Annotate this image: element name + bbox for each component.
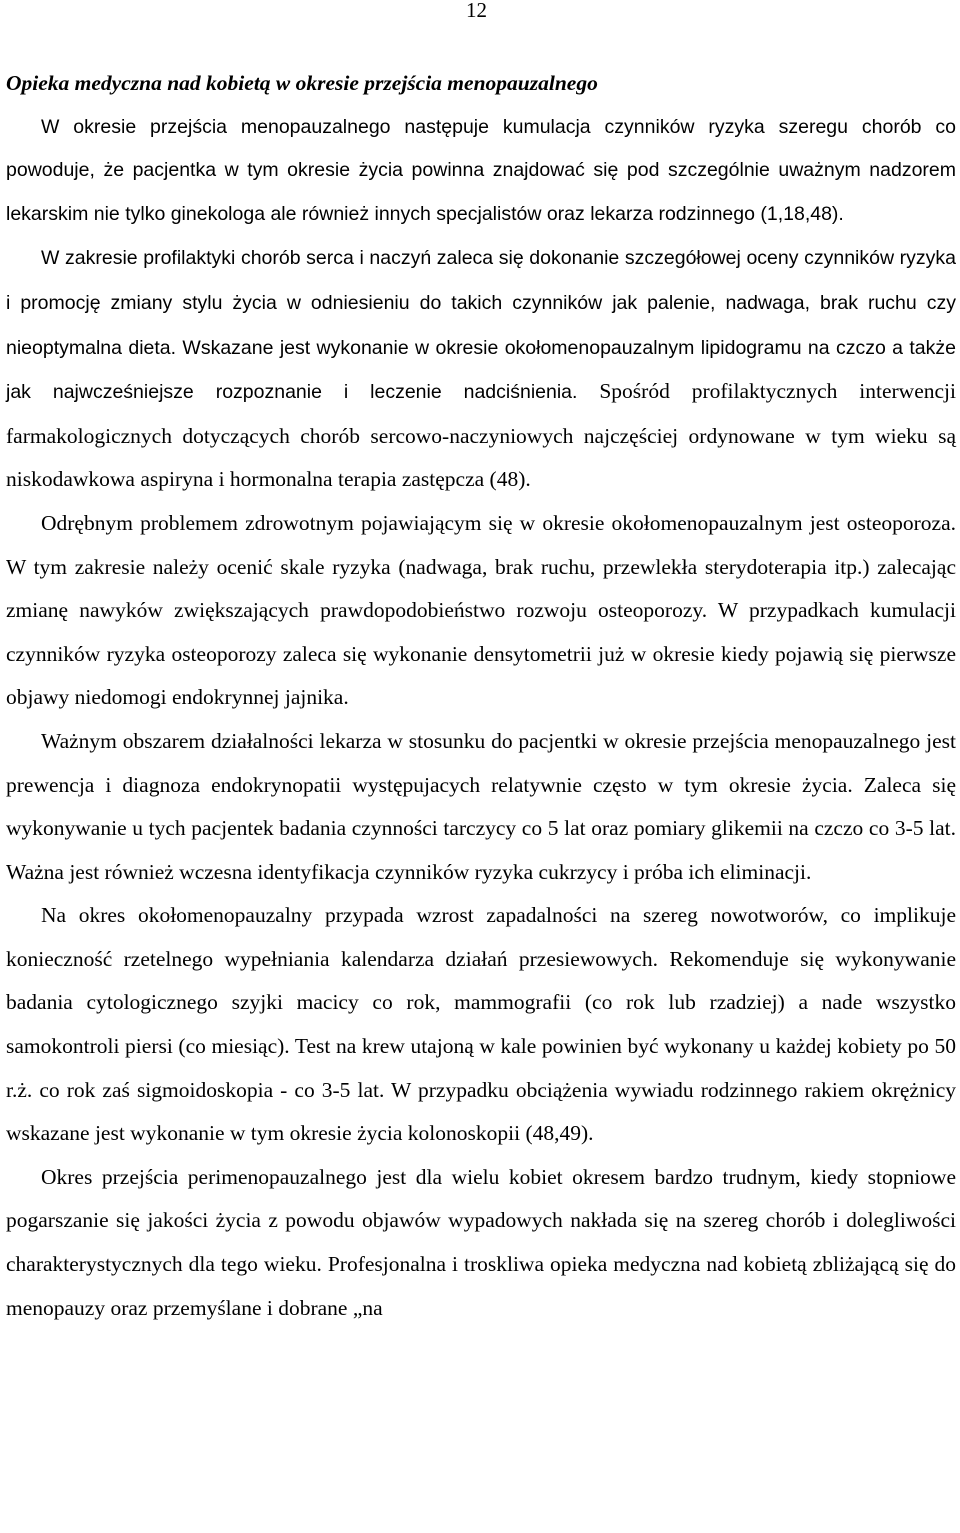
paragraph-osteoporosis: Odrębnym problemem zdrowotnym pojawiającym się w okresie okołomenopauzalnym jest osteoporoza. W tym zakresie należy ocenić skale ryzyka (nadwaga, brak ruchu, przewlekła sterydoterapia itp.) zalecając zmianę nawyków zwiększających prawdopodobieństwo rozwoju osteoporozy. W przypadkach kumulacji czynników ryzyka osteoporozy zaleca się wykonanie densytometrii już w okresie kiedy pojawią się pierwsze objawy niedomogi endokrynnej jajnika. — [6, 510, 956, 710]
paragraph-perimenopause: Okres przejścia perimenopauzalnego jest dla wielu kobiet okresem bardzo trudnym, kiedy stopniowe pogarszanie się jakości życia z powodu objawów wypadowych nakłada się na szereg chorób i dolegliwości charakterystycznych dla tego wieku. Profesjonalna i troskliwa opieka medyczna nad kobietą zbliżającą się do menopauzy oraz przemyślane i dobrane „na — [6, 1164, 956, 1320]
paragraph-cancer-screening: Na okres okołomenopauzalny przypada wzrost zapadalności na szereg nowotworów, co implikuje konieczność rzetelnego wypełniania kalendarza działań przesiewowych. Rekomenduje się wykonywanie badania cytologicznego szyjki macicy co rok, mammografii (co rok lub rzadziej) a nade wszystko samokontroli piersi (co miesiąc). Test na krew utajoną w kale powinien być wykonany u każdej kobiety po 50 r.ż. co rok zaś sigmoidoskopia - co 3-5 lat. W przypadku obciążenia wywiadu rodzinnego rakiem okrężnicy wskazane jest wykonanie w tym okresie życia kolonoskopii (48,49). — [6, 903, 956, 1146]
paragraph-cardiovascular-part2: Wskazane jest wykonanie w okresie okołomenopauzalnym lipidogramu na czczo a także jak najwcześniejsze rozpoznanie i leczenie nadciśnienia. — [6, 336, 956, 404]
paragraph-cardiovascular — [6, 236, 956, 502]
page-number: 12 — [466, 0, 487, 22]
paragraph-endocrinopathy: Ważnym obszarem działalności lekarza w stosunku do pacjentki w okresie przejścia menopauzalnego jest prewencja i diagnoza endokrynopatii występujacych relatywnie często w tym okresie życia. Zaleca się wykonywanie u tych pacjentek badania czynności tarczycy co 5 lat oraz pomiary glikemii na czczo co 3-5 lat. Ważna jest również wczesna identyfikacja czynników ryzyka cukrzycy i próba ich eliminacji. — [6, 728, 956, 884]
paragraph-cardiovascular-part1: W zakresie profilaktyki chorób serca i naczyń zaleca się dokonanie szczegółowej oceny czynników ryzyka i promocję zmiany stylu życia w odniesieniu do takich czynników jak palenie, nadwaga, brak ruchu czy nieoptymalna dieta. — [6, 247, 956, 359]
paragraph-intro: W okresie przejścia menopauzalnego następuje kumulacja czynników ryzyka szeregu chorób co powoduje, że pacjentka w tym okresie życia powinna znajdować się pod szczególnie uważnym nadzorem lekarskim nie tylko ginekologa ale również innych specjalistów oraz lekarza rodzinnego (1,18,48). — [6, 115, 956, 225]
paragraph-cardiovascular-part3: Spośród profilaktycznych interwencji farmakologicznych dotyczących chorób sercowo-naczyniowych najczęściej ordynowane w tym wieku są niskodawkowa aspiryna i hormonalna terapia zastępcza (48). — [6, 379, 956, 492]
document-body — [6, 62, 956, 1330]
section-heading: Opieka medyczna nad kobietą w okresie przejścia menopauzalnego — [6, 71, 598, 95]
